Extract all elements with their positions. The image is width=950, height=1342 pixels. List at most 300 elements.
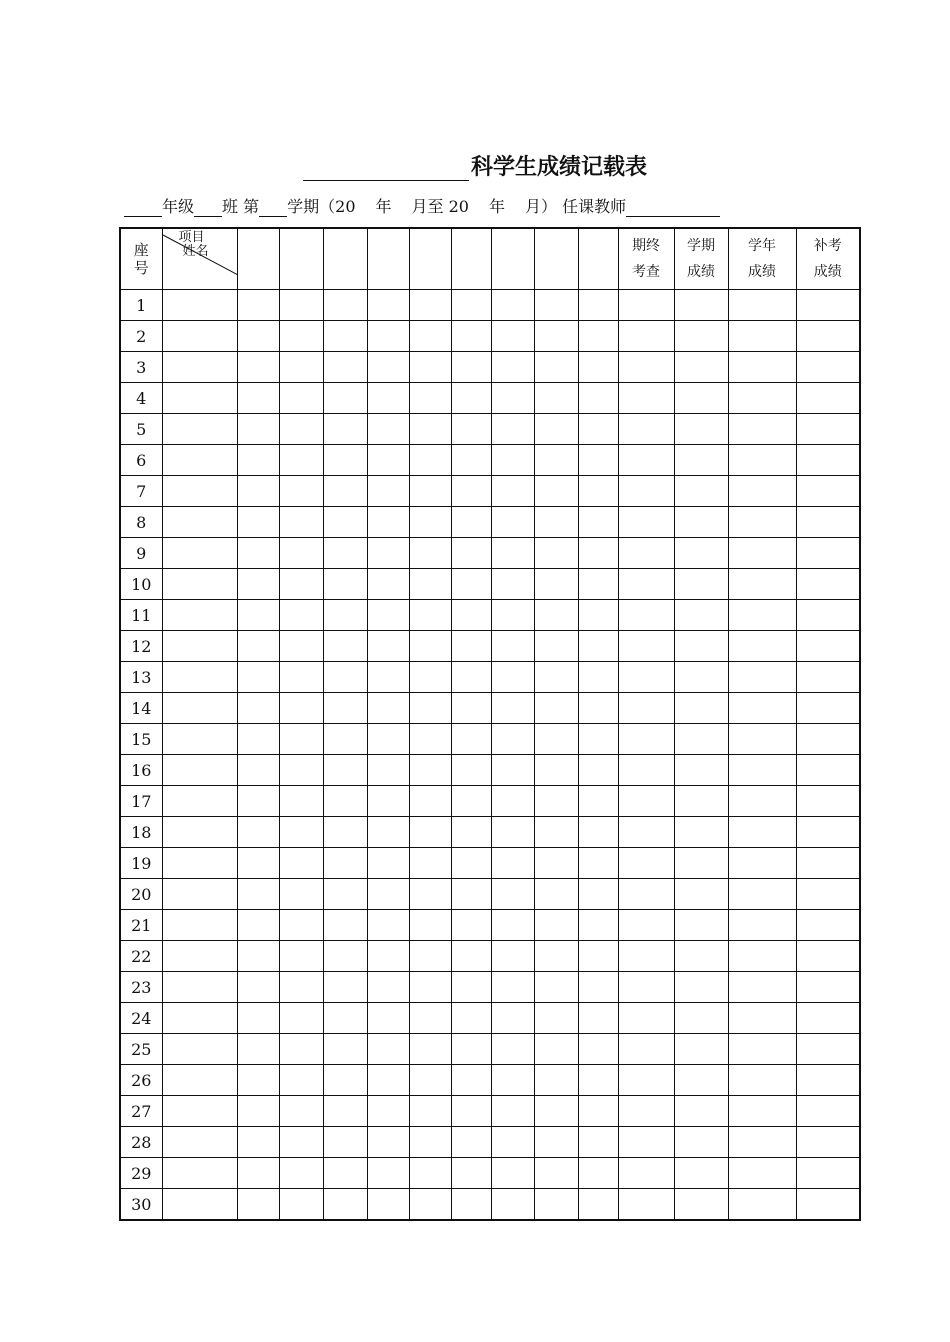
- score-cell[interactable]: [618, 724, 674, 755]
- score-cell[interactable]: [237, 972, 279, 1003]
- score-cell[interactable]: [323, 786, 367, 817]
- score-cell[interactable]: [578, 476, 618, 507]
- score-cell[interactable]: [491, 1189, 534, 1221]
- score-cell[interactable]: [534, 569, 578, 600]
- score-cell[interactable]: [674, 817, 728, 848]
- score-cell[interactable]: [728, 600, 796, 631]
- score-cell[interactable]: [618, 693, 674, 724]
- score-cell[interactable]: [323, 538, 367, 569]
- score-cell[interactable]: [367, 817, 409, 848]
- score-cell[interactable]: [534, 755, 578, 786]
- student-name-cell[interactable]: [162, 352, 237, 383]
- score-cell[interactable]: [491, 755, 534, 786]
- score-cell[interactable]: [728, 1127, 796, 1158]
- student-name-cell[interactable]: [162, 1065, 237, 1096]
- score-cell[interactable]: [618, 755, 674, 786]
- student-name-cell[interactable]: [162, 848, 237, 879]
- score-cell[interactable]: [279, 1158, 323, 1189]
- student-name-cell[interactable]: [162, 972, 237, 1003]
- score-cell[interactable]: [237, 290, 279, 321]
- score-cell[interactable]: [728, 910, 796, 941]
- score-cell[interactable]: [491, 1034, 534, 1065]
- score-cell[interactable]: [367, 1096, 409, 1127]
- score-cell[interactable]: [491, 848, 534, 879]
- score-cell[interactable]: [323, 910, 367, 941]
- score-cell[interactable]: [728, 1003, 796, 1034]
- score-cell[interactable]: [451, 1127, 491, 1158]
- score-cell[interactable]: [323, 1158, 367, 1189]
- student-name-cell[interactable]: [162, 786, 237, 817]
- score-cell[interactable]: [674, 476, 728, 507]
- score-cell[interactable]: [409, 817, 451, 848]
- score-cell[interactable]: [367, 786, 409, 817]
- score-cell[interactable]: [323, 693, 367, 724]
- score-cell[interactable]: [534, 476, 578, 507]
- score-cell[interactable]: [578, 631, 618, 662]
- score-cell[interactable]: [578, 414, 618, 445]
- score-cell[interactable]: [618, 476, 674, 507]
- score-cell[interactable]: [796, 1127, 860, 1158]
- score-cell[interactable]: [409, 352, 451, 383]
- student-name-cell[interactable]: [162, 879, 237, 910]
- score-cell[interactable]: [409, 1189, 451, 1221]
- score-cell[interactable]: [728, 879, 796, 910]
- student-name-cell[interactable]: [162, 569, 237, 600]
- score-cell[interactable]: [796, 755, 860, 786]
- score-cell[interactable]: [279, 290, 323, 321]
- score-cell[interactable]: [796, 817, 860, 848]
- score-cell[interactable]: [237, 1065, 279, 1096]
- score-cell[interactable]: [534, 1189, 578, 1221]
- score-cell[interactable]: [728, 786, 796, 817]
- score-cell[interactable]: [796, 476, 860, 507]
- score-cell[interactable]: [796, 1096, 860, 1127]
- score-cell[interactable]: [409, 1096, 451, 1127]
- score-cell[interactable]: [367, 848, 409, 879]
- score-cell[interactable]: [279, 538, 323, 569]
- score-cell[interactable]: [728, 445, 796, 476]
- score-cell[interactable]: [796, 1189, 860, 1221]
- score-cell[interactable]: [618, 1158, 674, 1189]
- score-cell[interactable]: [618, 910, 674, 941]
- score-cell[interactable]: [674, 1127, 728, 1158]
- student-name-cell[interactable]: [162, 910, 237, 941]
- score-cell[interactable]: [618, 569, 674, 600]
- score-cell[interactable]: [534, 972, 578, 1003]
- score-cell[interactable]: [279, 445, 323, 476]
- score-cell[interactable]: [578, 693, 618, 724]
- score-cell[interactable]: [237, 569, 279, 600]
- score-cell[interactable]: [409, 538, 451, 569]
- score-cell[interactable]: [728, 569, 796, 600]
- student-name-cell[interactable]: [162, 290, 237, 321]
- score-cell[interactable]: [279, 1003, 323, 1034]
- score-cell[interactable]: [578, 755, 618, 786]
- score-cell[interactable]: [534, 1158, 578, 1189]
- score-cell[interactable]: [279, 724, 323, 755]
- score-cell[interactable]: [279, 910, 323, 941]
- score-cell[interactable]: [367, 538, 409, 569]
- score-cell[interactable]: [728, 414, 796, 445]
- score-cell[interactable]: [491, 786, 534, 817]
- score-cell[interactable]: [534, 1003, 578, 1034]
- score-cell[interactable]: [279, 569, 323, 600]
- score-cell[interactable]: [237, 1003, 279, 1034]
- score-cell[interactable]: [534, 414, 578, 445]
- score-cell[interactable]: [323, 600, 367, 631]
- score-cell[interactable]: [409, 321, 451, 352]
- score-cell[interactable]: [796, 1065, 860, 1096]
- student-name-cell[interactable]: [162, 817, 237, 848]
- score-cell[interactable]: [491, 1003, 534, 1034]
- score-cell[interactable]: [237, 507, 279, 538]
- score-cell[interactable]: [323, 1065, 367, 1096]
- score-cell[interactable]: [323, 321, 367, 352]
- score-cell[interactable]: [674, 1003, 728, 1034]
- score-cell[interactable]: [491, 910, 534, 941]
- score-cell[interactable]: [491, 817, 534, 848]
- score-cell[interactable]: [674, 1158, 728, 1189]
- score-cell[interactable]: [409, 1034, 451, 1065]
- score-cell[interactable]: [367, 755, 409, 786]
- score-cell[interactable]: [578, 972, 618, 1003]
- score-cell[interactable]: [796, 321, 860, 352]
- student-name-cell[interactable]: [162, 414, 237, 445]
- score-cell[interactable]: [451, 941, 491, 972]
- score-cell[interactable]: [728, 631, 796, 662]
- score-cell[interactable]: [618, 414, 674, 445]
- score-cell[interactable]: [578, 352, 618, 383]
- score-cell[interactable]: [534, 724, 578, 755]
- score-cell[interactable]: [279, 1189, 323, 1221]
- score-cell[interactable]: [323, 290, 367, 321]
- score-cell[interactable]: [409, 414, 451, 445]
- score-cell[interactable]: [409, 445, 451, 476]
- score-cell[interactable]: [367, 383, 409, 414]
- score-cell[interactable]: [279, 1065, 323, 1096]
- score-cell[interactable]: [618, 1003, 674, 1034]
- score-cell[interactable]: [491, 383, 534, 414]
- student-name-cell[interactable]: [162, 476, 237, 507]
- score-cell[interactable]: [451, 693, 491, 724]
- score-cell[interactable]: [796, 879, 860, 910]
- score-cell[interactable]: [578, 1158, 618, 1189]
- score-cell[interactable]: [491, 1065, 534, 1096]
- score-cell[interactable]: [367, 693, 409, 724]
- score-cell[interactable]: [796, 941, 860, 972]
- score-cell[interactable]: [491, 321, 534, 352]
- score-cell[interactable]: [237, 1096, 279, 1127]
- score-cell[interactable]: [451, 507, 491, 538]
- score-cell[interactable]: [279, 755, 323, 786]
- score-cell[interactable]: [323, 631, 367, 662]
- score-cell[interactable]: [674, 414, 728, 445]
- score-cell[interactable]: [409, 755, 451, 786]
- score-cell[interactable]: [796, 414, 860, 445]
- score-cell[interactable]: [491, 600, 534, 631]
- score-cell[interactable]: [578, 383, 618, 414]
- score-cell[interactable]: [674, 1065, 728, 1096]
- score-cell[interactable]: [618, 383, 674, 414]
- score-cell[interactable]: [237, 755, 279, 786]
- score-cell[interactable]: [409, 507, 451, 538]
- score-cell[interactable]: [367, 941, 409, 972]
- score-cell[interactable]: [367, 600, 409, 631]
- score-cell[interactable]: [237, 879, 279, 910]
- score-cell[interactable]: [323, 445, 367, 476]
- score-cell[interactable]: [367, 414, 409, 445]
- score-cell[interactable]: [578, 879, 618, 910]
- score-cell[interactable]: [451, 476, 491, 507]
- score-cell[interactable]: [279, 352, 323, 383]
- score-cell[interactable]: [409, 848, 451, 879]
- score-cell[interactable]: [534, 290, 578, 321]
- score-cell[interactable]: [237, 1127, 279, 1158]
- score-cell[interactable]: [796, 383, 860, 414]
- score-cell[interactable]: [491, 879, 534, 910]
- score-cell[interactable]: [323, 507, 367, 538]
- score-cell[interactable]: [491, 693, 534, 724]
- score-cell[interactable]: [451, 569, 491, 600]
- score-cell[interactable]: [451, 600, 491, 631]
- score-cell[interactable]: [578, 290, 618, 321]
- score-cell[interactable]: [323, 476, 367, 507]
- score-cell[interactable]: [674, 1096, 728, 1127]
- student-name-cell[interactable]: [162, 321, 237, 352]
- score-cell[interactable]: [728, 1065, 796, 1096]
- project-col-2[interactable]: [279, 228, 323, 290]
- student-name-cell[interactable]: [162, 1189, 237, 1221]
- score-cell[interactable]: [674, 321, 728, 352]
- score-cell[interactable]: [237, 724, 279, 755]
- score-cell[interactable]: [618, 445, 674, 476]
- score-cell[interactable]: [367, 662, 409, 693]
- score-cell[interactable]: [796, 290, 860, 321]
- score-cell[interactable]: [618, 290, 674, 321]
- score-cell[interactable]: [451, 972, 491, 1003]
- score-cell[interactable]: [728, 817, 796, 848]
- score-cell[interactable]: [578, 817, 618, 848]
- student-name-cell[interactable]: [162, 631, 237, 662]
- score-cell[interactable]: [491, 972, 534, 1003]
- score-cell[interactable]: [728, 321, 796, 352]
- score-cell[interactable]: [674, 786, 728, 817]
- score-cell[interactable]: [796, 972, 860, 1003]
- score-cell[interactable]: [367, 507, 409, 538]
- score-cell[interactable]: [578, 538, 618, 569]
- score-cell[interactable]: [451, 1003, 491, 1034]
- score-cell[interactable]: [534, 1034, 578, 1065]
- score-cell[interactable]: [618, 662, 674, 693]
- score-cell[interactable]: [237, 786, 279, 817]
- score-cell[interactable]: [237, 383, 279, 414]
- score-cell[interactable]: [451, 1034, 491, 1065]
- subject-blank[interactable]: [303, 156, 469, 181]
- score-cell[interactable]: [728, 1034, 796, 1065]
- score-cell[interactable]: [451, 1096, 491, 1127]
- score-cell[interactable]: [323, 848, 367, 879]
- score-cell[interactable]: [409, 910, 451, 941]
- score-cell[interactable]: [728, 1096, 796, 1127]
- score-cell[interactable]: [534, 538, 578, 569]
- score-cell[interactable]: [796, 507, 860, 538]
- project-col-6[interactable]: [451, 228, 491, 290]
- score-cell[interactable]: [491, 631, 534, 662]
- score-cell[interactable]: [237, 414, 279, 445]
- score-cell[interactable]: [674, 755, 728, 786]
- score-cell[interactable]: [728, 662, 796, 693]
- score-cell[interactable]: [409, 941, 451, 972]
- score-cell[interactable]: [674, 848, 728, 879]
- score-cell[interactable]: [279, 817, 323, 848]
- score-cell[interactable]: [578, 1096, 618, 1127]
- score-cell[interactable]: [367, 290, 409, 321]
- score-cell[interactable]: [674, 941, 728, 972]
- score-cell[interactable]: [618, 321, 674, 352]
- student-name-cell[interactable]: [162, 445, 237, 476]
- score-cell[interactable]: [367, 1065, 409, 1096]
- score-cell[interactable]: [534, 600, 578, 631]
- score-cell[interactable]: [618, 1065, 674, 1096]
- score-cell[interactable]: [618, 786, 674, 817]
- grade-blank[interactable]: [124, 199, 162, 217]
- score-cell[interactable]: [796, 693, 860, 724]
- score-cell[interactable]: [323, 1127, 367, 1158]
- score-cell[interactable]: [578, 569, 618, 600]
- score-cell[interactable]: [451, 1158, 491, 1189]
- score-cell[interactable]: [323, 972, 367, 1003]
- score-cell[interactable]: [279, 414, 323, 445]
- score-cell[interactable]: [237, 445, 279, 476]
- score-cell[interactable]: [534, 786, 578, 817]
- score-cell[interactable]: [323, 941, 367, 972]
- score-cell[interactable]: [451, 724, 491, 755]
- score-cell[interactable]: [674, 600, 728, 631]
- score-cell[interactable]: [728, 972, 796, 1003]
- student-name-cell[interactable]: [162, 1003, 237, 1034]
- score-cell[interactable]: [279, 1127, 323, 1158]
- score-cell[interactable]: [728, 352, 796, 383]
- score-cell[interactable]: [323, 879, 367, 910]
- score-cell[interactable]: [534, 445, 578, 476]
- score-cell[interactable]: [491, 724, 534, 755]
- score-cell[interactable]: [451, 290, 491, 321]
- student-name-cell[interactable]: [162, 383, 237, 414]
- student-name-cell[interactable]: [162, 941, 237, 972]
- score-cell[interactable]: [367, 352, 409, 383]
- score-cell[interactable]: [237, 352, 279, 383]
- score-cell[interactable]: [534, 879, 578, 910]
- score-cell[interactable]: [323, 352, 367, 383]
- score-cell[interactable]: [534, 383, 578, 414]
- score-cell[interactable]: [491, 290, 534, 321]
- score-cell[interactable]: [796, 1158, 860, 1189]
- score-cell[interactable]: [578, 662, 618, 693]
- score-cell[interactable]: [618, 1096, 674, 1127]
- student-name-cell[interactable]: [162, 1158, 237, 1189]
- score-cell[interactable]: [534, 941, 578, 972]
- score-cell[interactable]: [451, 631, 491, 662]
- score-cell[interactable]: [323, 755, 367, 786]
- score-cell[interactable]: [534, 662, 578, 693]
- project-col-7[interactable]: [491, 228, 534, 290]
- score-cell[interactable]: [618, 631, 674, 662]
- score-cell[interactable]: [409, 631, 451, 662]
- score-cell[interactable]: [237, 910, 279, 941]
- score-cell[interactable]: [367, 445, 409, 476]
- score-cell[interactable]: [674, 445, 728, 476]
- score-cell[interactable]: [323, 1003, 367, 1034]
- score-cell[interactable]: [279, 321, 323, 352]
- score-cell[interactable]: [409, 600, 451, 631]
- score-cell[interactable]: [578, 910, 618, 941]
- score-cell[interactable]: [674, 910, 728, 941]
- score-cell[interactable]: [409, 786, 451, 817]
- score-cell[interactable]: [796, 786, 860, 817]
- score-cell[interactable]: [534, 1127, 578, 1158]
- score-cell[interactable]: [237, 693, 279, 724]
- score-cell[interactable]: [674, 538, 728, 569]
- score-cell[interactable]: [491, 1127, 534, 1158]
- score-cell[interactable]: [237, 1034, 279, 1065]
- score-cell[interactable]: [409, 569, 451, 600]
- score-cell[interactable]: [578, 1127, 618, 1158]
- score-cell[interactable]: [451, 1189, 491, 1221]
- score-cell[interactable]: [674, 507, 728, 538]
- score-cell[interactable]: [674, 879, 728, 910]
- score-cell[interactable]: [674, 569, 728, 600]
- score-cell[interactable]: [237, 848, 279, 879]
- class-blank[interactable]: [194, 199, 222, 217]
- score-cell[interactable]: [728, 941, 796, 972]
- score-cell[interactable]: [674, 352, 728, 383]
- score-cell[interactable]: [323, 414, 367, 445]
- score-cell[interactable]: [237, 1158, 279, 1189]
- score-cell[interactable]: [279, 1034, 323, 1065]
- score-cell[interactable]: [578, 321, 618, 352]
- student-name-cell[interactable]: [162, 662, 237, 693]
- score-cell[interactable]: [451, 321, 491, 352]
- score-cell[interactable]: [279, 941, 323, 972]
- score-cell[interactable]: [367, 569, 409, 600]
- student-name-cell[interactable]: [162, 600, 237, 631]
- score-cell[interactable]: [534, 1096, 578, 1127]
- score-cell[interactable]: [237, 941, 279, 972]
- score-cell[interactable]: [323, 1189, 367, 1221]
- score-cell[interactable]: [367, 1158, 409, 1189]
- score-cell[interactable]: [451, 910, 491, 941]
- score-cell[interactable]: [618, 848, 674, 879]
- score-cell[interactable]: [409, 1127, 451, 1158]
- score-cell[interactable]: [728, 476, 796, 507]
- score-cell[interactable]: [367, 879, 409, 910]
- score-cell[interactable]: [728, 1158, 796, 1189]
- score-cell[interactable]: [796, 538, 860, 569]
- score-cell[interactable]: [796, 600, 860, 631]
- score-cell[interactable]: [674, 383, 728, 414]
- score-cell[interactable]: [578, 1065, 618, 1096]
- score-cell[interactable]: [578, 941, 618, 972]
- score-cell[interactable]: [491, 569, 534, 600]
- score-cell[interactable]: [409, 1158, 451, 1189]
- score-cell[interactable]: [618, 352, 674, 383]
- term-blank[interactable]: [259, 199, 287, 217]
- score-cell[interactable]: [367, 321, 409, 352]
- score-cell[interactable]: [796, 662, 860, 693]
- score-cell[interactable]: [618, 817, 674, 848]
- student-name-cell[interactable]: [162, 693, 237, 724]
- score-cell[interactable]: [279, 383, 323, 414]
